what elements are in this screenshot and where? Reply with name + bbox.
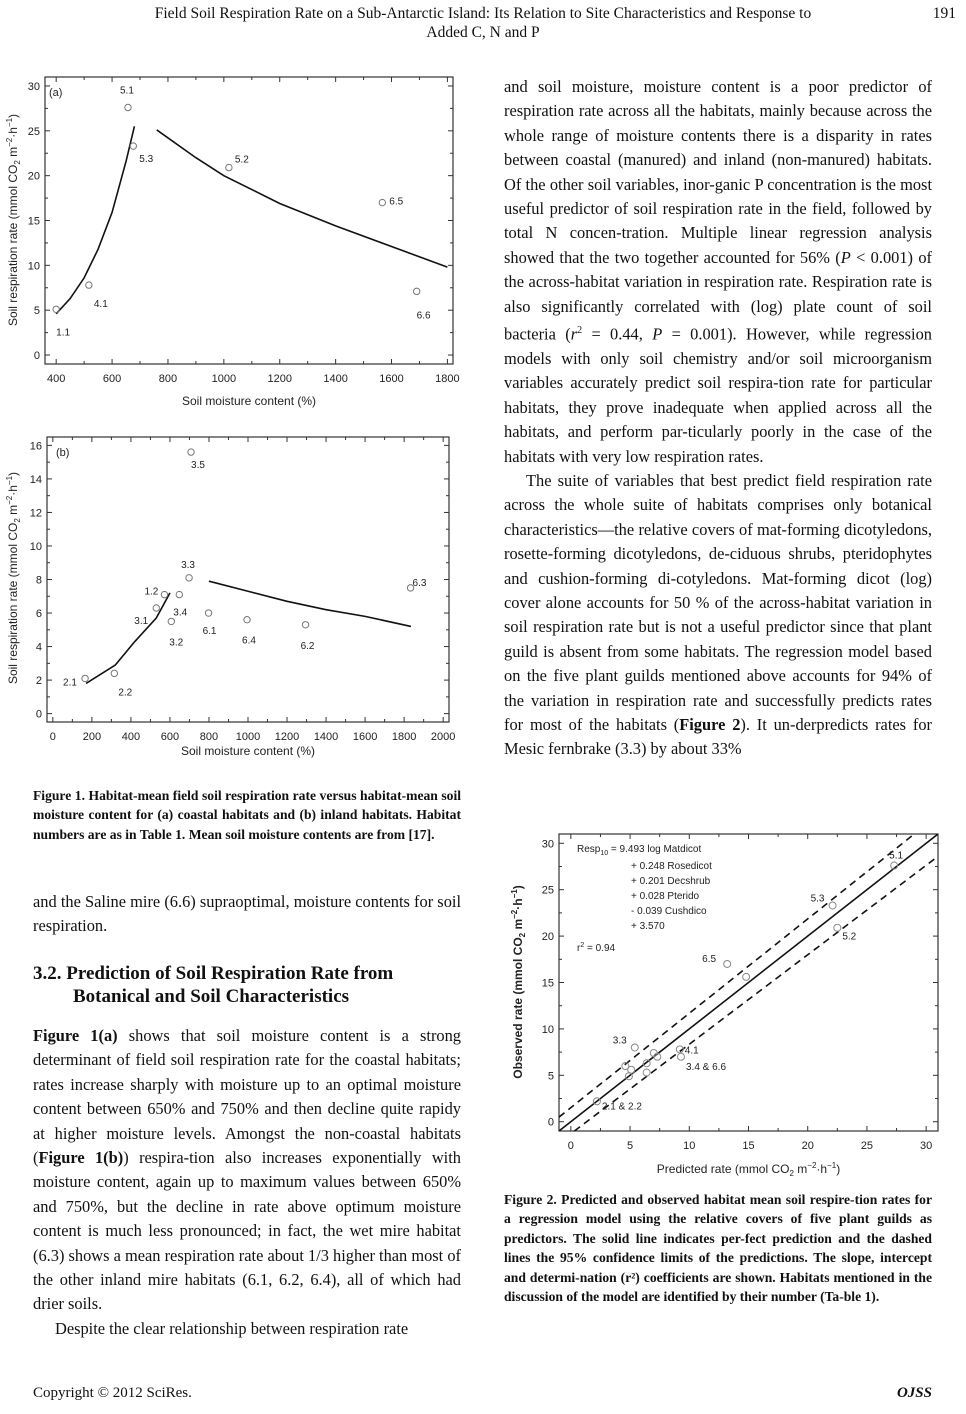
- svg-text:10: 10: [29, 540, 42, 553]
- header-title-line2: Added C, N and P: [426, 24, 540, 41]
- svg-text:4.1: 4.1: [93, 299, 108, 311]
- svg-text:3.4 & 6.6: 3.4 & 6.6: [685, 1061, 727, 1073]
- svg-text:0: 0: [33, 350, 40, 363]
- svg-text:6.2: 6.2: [300, 640, 315, 652]
- figure-ref: Figure 2: [679, 715, 741, 735]
- right-column-body: [504, 75, 932, 762]
- text-run: r: [570, 324, 578, 344]
- svg-text:25: 25: [27, 125, 40, 138]
- svg-text:1200: 1200: [274, 731, 300, 743]
- svg-text:2000: 2000: [430, 731, 456, 743]
- svg-text:6.5: 6.5: [702, 953, 717, 965]
- left-column-body: [33, 1024, 461, 1341]
- svg-text:0: 0: [567, 1140, 574, 1152]
- svg-text:1000: 1000: [235, 731, 261, 743]
- footer-copyright: Copyright © 2012 SciRes.: [33, 1385, 192, 1401]
- svg-text:2.1: 2.1: [63, 677, 77, 689]
- svg-text:1600: 1600: [352, 731, 378, 743]
- figure-2-chart: [500, 820, 966, 1190]
- figure-1-caption: Figure 1. Habitat-mean field soil respiration rate versus habitat-mean soil moisture content for (a) coastal habitats and (b) inland habitats. Habitat numbers are as in Table 1. Mean soil moisture contents are from [17].: [33, 788, 461, 842]
- svg-text:- 0.039 Cushdico: - 0.039 Cushdico: [631, 906, 707, 917]
- svg-text:Predicted rate (mmol CO2 m−2·h: Predicted rate (mmol $CO_2$ $m^{-2}\cdot h^{-1}$): [656, 1161, 841, 1178]
- svg-text:600: 600: [160, 731, 180, 743]
- svg-text:Resp10 = 9.493 log Matdicot: Resp$_{10}$ = 9.493 log Matdicot: [577, 844, 702, 857]
- svg-text:15: 15: [541, 977, 554, 990]
- svg-text:6.4: 6.4: [242, 635, 256, 647]
- figure-ref: Figure 1(a): [33, 1026, 118, 1045]
- text-run: and soil moisture, moisture content is a poor predictor of respiration rate across all the habitats, mainly because across the whole range of moisture contents there is a disparity in rates between coastal (manured) and inland (non-manured) habitats. Of the other soil variables, inor-ganic P concentration is the most useful predictor of soil respiration rate in the field, followed by total N concen-tration. Multiple linear regression analysis showed that the two together accounted for 56% (: [504, 77, 932, 267]
- svg-text:5.3: 5.3: [139, 154, 154, 166]
- svg-text:8: 8: [35, 574, 42, 587]
- svg-text:2.1 & 2.2: 2.1 & 2.2: [601, 1101, 642, 1113]
- svg-text:30: 30: [920, 1140, 933, 1152]
- svg-text:Soil moisture content (%): Soil moisture content (%): [181, 394, 317, 408]
- svg-text:+ 0.248 Rosedicot: + 0.248 Rosedicot: [631, 861, 712, 872]
- figure-1b-chart: [0, 430, 480, 770]
- paragraph: and the Saline mire (6.6) supraoptimal, moisture contents for soil respiration.: [33, 892, 461, 936]
- svg-text:r2 = 0.94: $r^2 = 0.94$: [577, 942, 616, 954]
- svg-text:1800: 1800: [435, 373, 460, 385]
- svg-text:1000: 1000: [211, 373, 237, 385]
- paragraph: Despite the clear relationship between respiration rate: [55, 1318, 409, 1338]
- svg-text:800: 800: [158, 373, 178, 385]
- figure-ref: Figure 1(b): [38, 1148, 124, 1168]
- svg-text:1400: 1400: [313, 731, 339, 743]
- svg-text:15: 15: [742, 1140, 755, 1152]
- text-run: shows that soil moisture content is a strong determinant of field soil respiration rate for the coastal habitats; rates increase sharply with moisture up to an optimal moisture content between 650% and 750% and then decline quite rapidy at higher moisture levels. Amongst the non-coastal habitats (: [33, 1026, 461, 1168]
- header-title-line1: Field Soil Respiration Rate on a Sub-Antarctic Island: Its Relation to Site Characteristics and Response to: [154, 5, 812, 22]
- svg-text:30: 30: [27, 80, 40, 93]
- svg-text:5.1: 5.1: [119, 85, 134, 97]
- svg-text:Soil moisture content (%): Soil moisture content (%): [180, 744, 316, 758]
- svg-text:10: 10: [683, 1140, 696, 1152]
- svg-text:6.1: 6.1: [202, 626, 217, 638]
- svg-text:200: 200: [82, 731, 102, 743]
- text-run: ). It un-derpredicts rates for Mesic fernbrake (3.3) by about 33%: [504, 715, 932, 759]
- svg-text:1400: 1400: [323, 373, 348, 385]
- svg-text:1800: 1800: [391, 731, 417, 743]
- svg-text:1200: 1200: [267, 373, 292, 385]
- svg-text:0: 0: [35, 708, 42, 721]
- svg-text:5: 5: [33, 305, 40, 318]
- paragraph: [504, 469, 932, 762]
- figure-2-caption: Figure 2. Predicted and observed habitat mean soil respire-tion rates for a regression model using the relative covers of five plant guilds as predictors. The solid line indicates per-fect prediction and the dashed lines the 95% confidence limits of the predictions. The slope, intercept and determi-nation (r²) coefficients are shown. Habitats mentioned in the discussion of the model are identified by their number (Ta-ble 1).: [504, 1192, 932, 1305]
- svg-text:25: 25: [860, 1140, 874, 1152]
- svg-text:4: 4: [35, 641, 42, 654]
- svg-text:6.5: 6.5: [389, 196, 404, 208]
- svg-text:400: 400: [121, 731, 141, 743]
- paragraph: and soil moisture, moisture content is a poor predictor of respiration rate across all the habitats, mainly because across the whole range of moisture contents there is a disparity in rates between coastal (manured) and inland (non-manured) habitats. Of the other soil variables, inor-ganic P concentration is the most useful predictor of soil respiration rate in the field, followed by total N concen-tration. Multiple linear regression analysis showed that the two together accounted for 56% (P < 0.001) of the across-habitat variation in respiration rate. Respiration rate is also significantly correlated with (log) plate count of soil bacteria ($r^2 = 0.44$, P = 0.001). However, while regression models with only soil chemistry and/or soil microorganism variables accurately predict soil respira-tion rate for particular habitats, they prove inadequate when applied across all the habitats, and perform par-ticularly poorly in the case of the habitats with very low respiration rates.: [504, 77, 933, 466]
- section-heading-line1: 3.2. Prediction of Soil Respiration Rate from: [33, 963, 394, 984]
- svg-text:+ 0.028 Pterido: + 0.028 Pterido: [631, 891, 700, 902]
- svg-text:800: 800: [199, 731, 219, 743]
- figure-1a-chart: [0, 70, 480, 420]
- section-heading: [33, 962, 463, 1008]
- page-number: 191: [932, 5, 956, 22]
- svg-text:20: 20: [541, 931, 554, 944]
- svg-text:15: 15: [27, 215, 40, 228]
- svg-text:5: 5: [547, 1070, 554, 1083]
- svg-text:3.3: 3.3: [612, 1035, 627, 1047]
- svg-text:30: 30: [541, 838, 554, 851]
- section-heading-line2: Botanical and Soil Characteristics: [73, 986, 350, 1007]
- svg-text:(b): (b): [56, 447, 70, 459]
- svg-text:5: 5: [627, 1140, 634, 1152]
- svg-text:0: 0: [49, 731, 56, 743]
- svg-text:14: 14: [29, 473, 42, 486]
- svg-text:5.3: 5.3: [810, 893, 825, 905]
- text-run: P: [840, 247, 851, 267]
- left-column-p1: [33, 890, 461, 939]
- svg-text:16: 16: [29, 440, 42, 453]
- svg-text:3.1: 3.1: [134, 616, 149, 627]
- svg-text:1.1: 1.1: [56, 327, 71, 339]
- text-run: = 0.44,: [582, 324, 653, 344]
- svg-text:6.6: 6.6: [416, 310, 431, 322]
- svg-text:20: 20: [801, 1140, 814, 1152]
- running-header: [0, 4, 966, 42]
- svg-text:0: 0: [547, 1116, 554, 1129]
- svg-text:6: 6: [35, 608, 42, 621]
- svg-text:3.4: 3.4: [173, 607, 188, 619]
- text-run: P: [652, 324, 663, 344]
- svg-text:10: 10: [541, 1023, 554, 1036]
- svg-text:5.2: 5.2: [842, 931, 857, 943]
- svg-text:10: 10: [27, 260, 40, 273]
- svg-text:6.3: 6.3: [412, 577, 427, 589]
- svg-text:1.2: 1.2: [144, 586, 159, 598]
- svg-text:2: 2: [35, 675, 42, 688]
- svg-text:2.2: 2.2: [118, 687, 133, 699]
- svg-text:400: 400: [46, 373, 66, 385]
- svg-text:Soil respiration rate (mmol CO: Soil respiration rate (mmol $CO_2$ $m^{-2}\cdot h^{-1}$): [5, 471, 22, 685]
- svg-text:20: 20: [27, 170, 40, 183]
- svg-text:600: 600: [102, 373, 122, 385]
- svg-text:3.2: 3.2: [169, 637, 184, 649]
- svg-text:5.1: 5.1: [889, 850, 904, 862]
- svg-text:5.2: 5.2: [234, 154, 249, 166]
- svg-text:1600: 1600: [379, 373, 404, 385]
- svg-text:25: 25: [541, 884, 554, 897]
- text-run: < 0.001) of the across-habitat variation in respiration rate. Respiration rate is also significantly correlated with (log) plate count of soil bacteria (: [504, 247, 933, 344]
- svg-text:+ 0.201 Decshrub: + 0.201 Decshrub: [631, 876, 711, 887]
- svg-text:4.1: 4.1: [684, 1045, 699, 1057]
- text-run: The suite of variables that best predict field respiration rate across the whole suite of habitats comprises only botanical characteristics—the relative covers of mat-forming dicotyledons, rosette-forming dicotyledons, de-ciduous shrubs, pteridophytes and cushion-forming di-cotyledons. Mat-forming dicot (log) cover alone accounts for 50 % of the across-habitat variation in soil respiration rate but is not a useful predictor since that plant guild is absent from some habitats. The regression model based on the five plant guilds mentioned above accounts for 94% of the variation in respiration rate and successfully predicts rates for most of the habitats (: [504, 470, 932, 735]
- svg-text:3.5: 3.5: [191, 460, 205, 472]
- svg-text:+ 3.570: + 3.570: [631, 921, 665, 932]
- paragraph: [33, 1024, 461, 1317]
- svg-text:Observed rate (mmol CO2 m−2·h−: Observed rate (mmol $CO_2$ $m^{-2}\cdot h^{-1}$): [510, 885, 527, 1079]
- svg-text:12: 12: [29, 507, 42, 520]
- text-run: = 0.001). However, while regression models with only soil chemistry and/or soil microorganism variables accurately predict soil respira-tion rate for particular habitats, they prove inadequate when applied across all the habitats, and perform par-ticularly poorly in the case of the habitats with very low respiration rates.: [504, 324, 932, 466]
- svg-text:3.3: 3.3: [181, 559, 195, 571]
- text-run: ) respira-tion also increases exponentially with moisture content, again up to maximum values between 650% and 750%, but the decline in rate above optimum moisture content is much less pronounced; in fact, the wet mire habitat (6.3) shows a mean respiration rate about 1/3 higher than most of the other inland mire habitats (6.1, 6.2, 6.4), all of which had drier soils.: [33, 1148, 461, 1314]
- svg-text:Soil respiration rate (mmol CO: Soil respiration rate (mmol $CO_2$ $m^{-2}\cdot h^{-1}$): [5, 113, 22, 327]
- svg-text:(a): (a): [49, 87, 63, 99]
- footer-journal: OJSS: [896, 1385, 932, 1401]
